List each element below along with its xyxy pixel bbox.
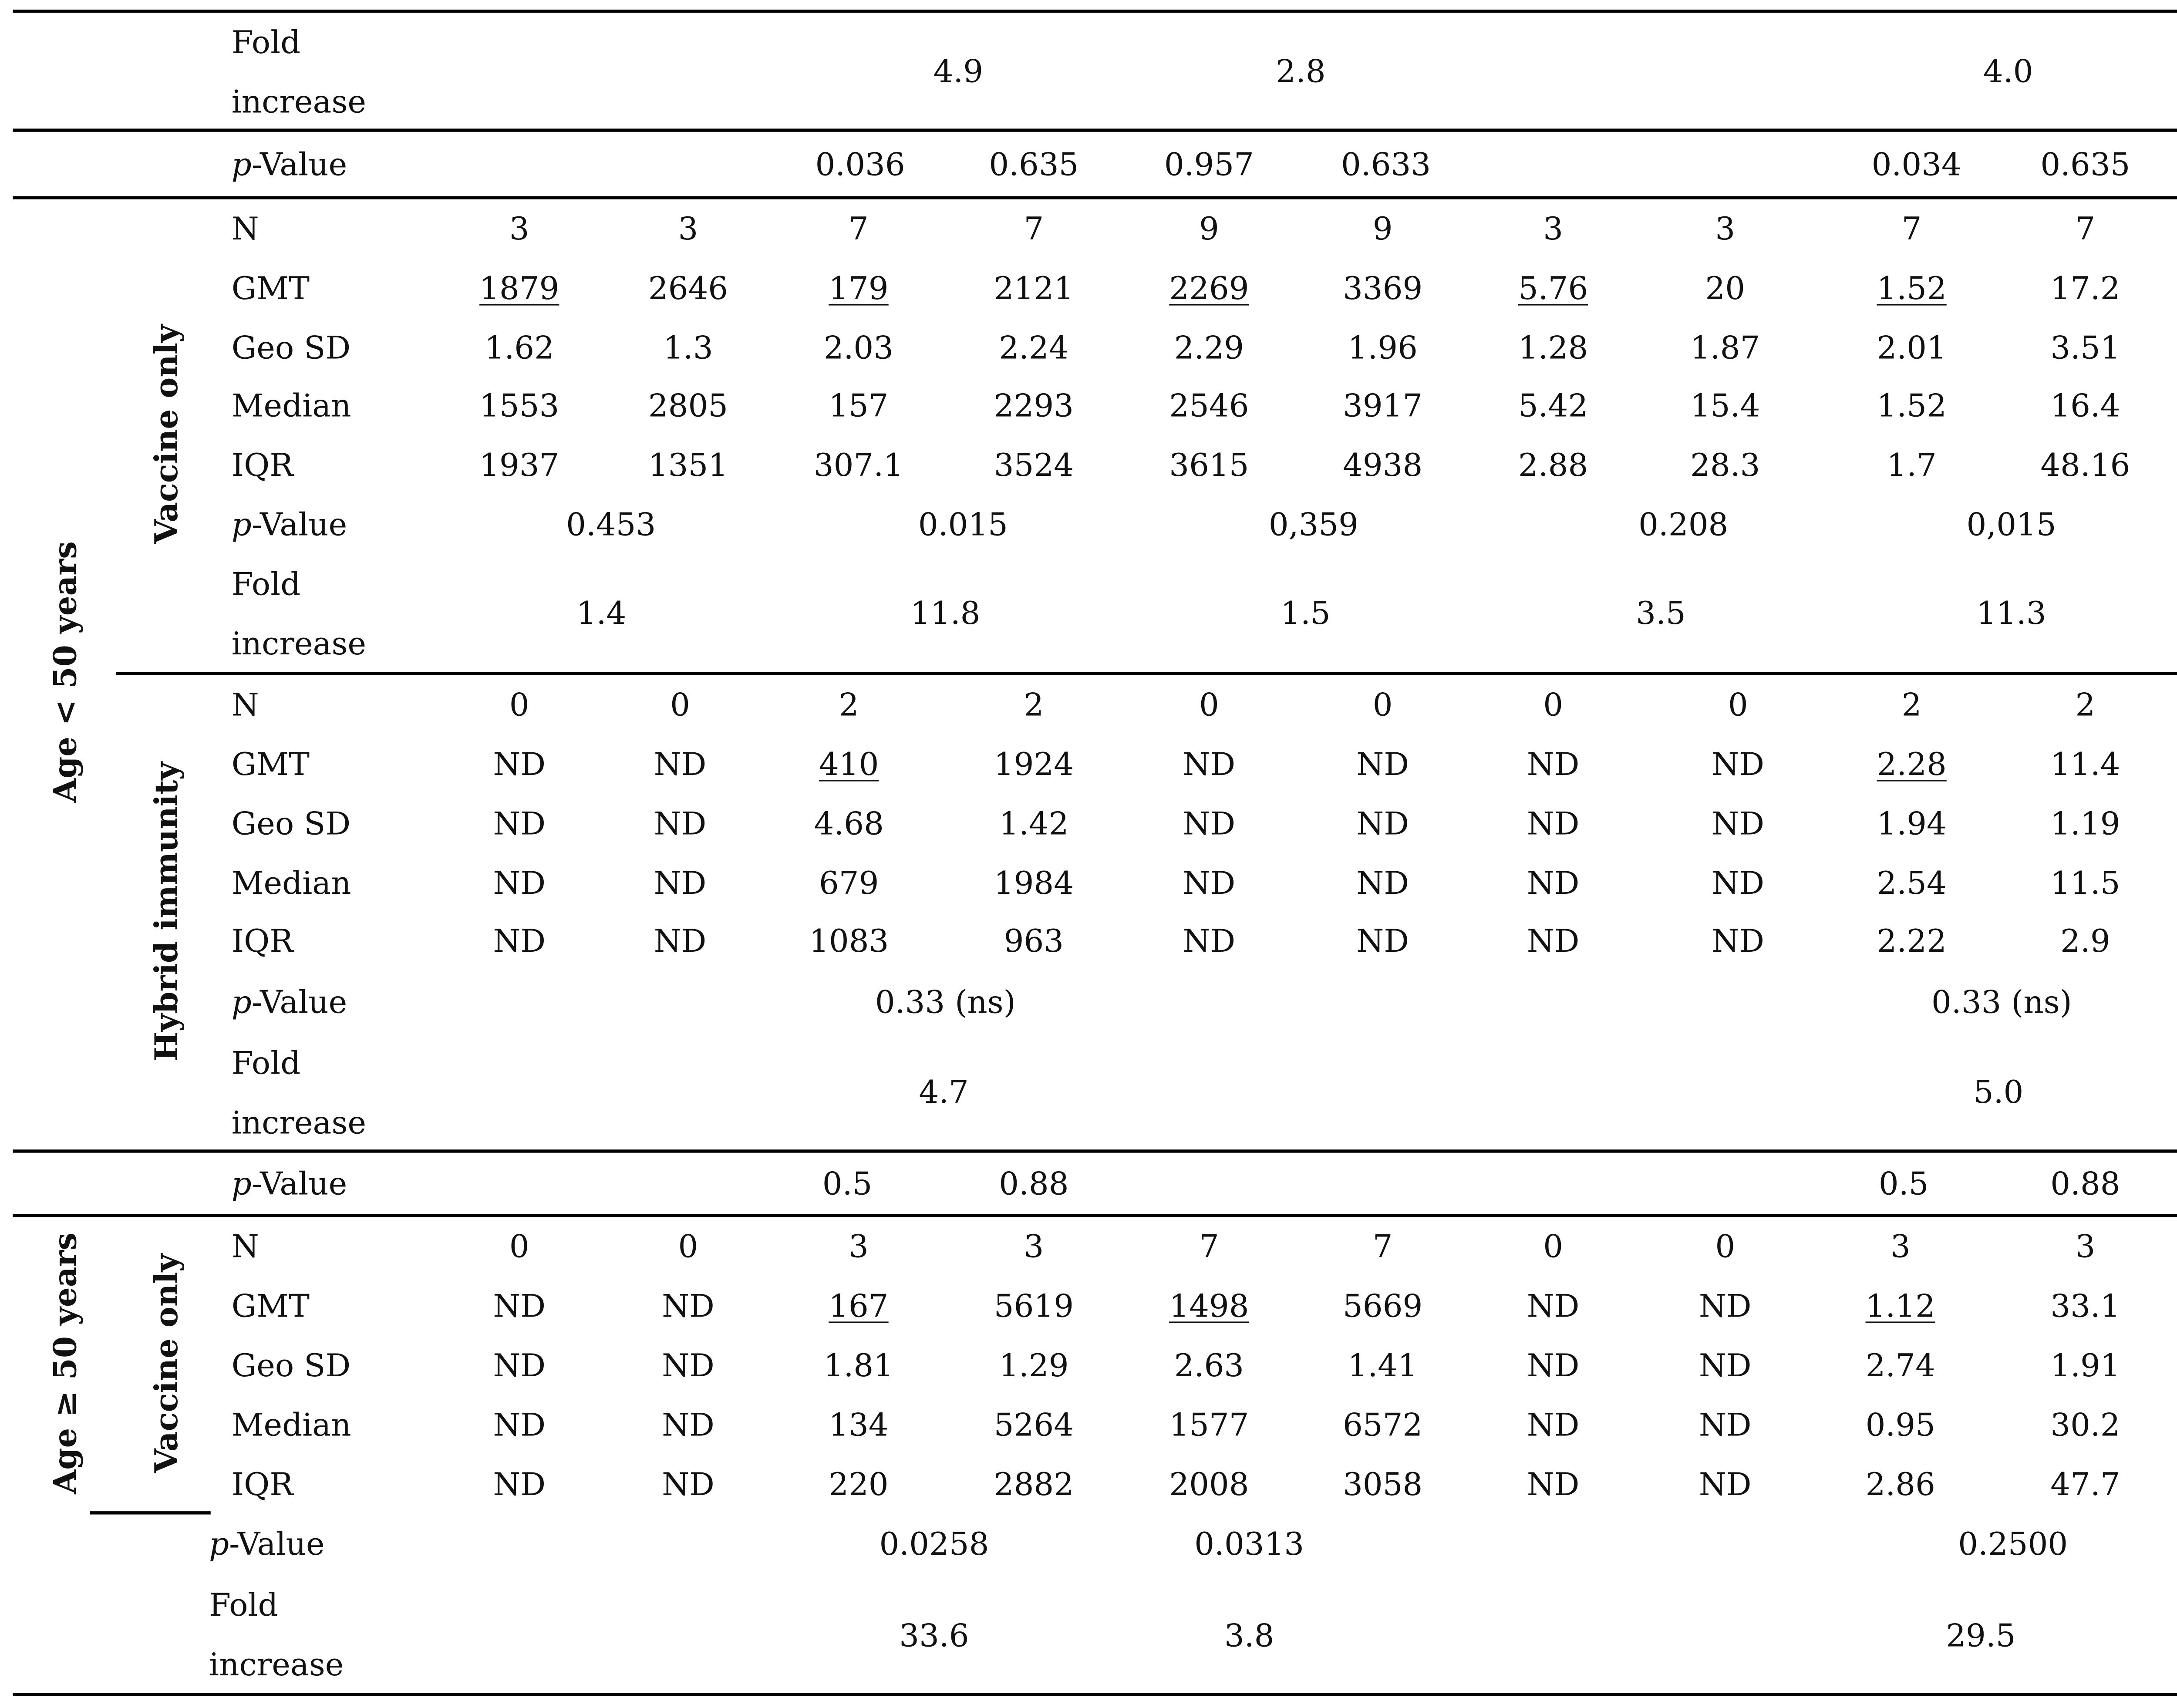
p-suffix: -Value [251, 1166, 347, 1203]
p-value: 0.88 [2050, 1166, 2120, 1203]
p-value: 0.015 [918, 506, 1008, 544]
cell-n: 3 [509, 210, 529, 248]
cell-gmt: 2121 [994, 270, 1074, 307]
fold-label: Fold [209, 1587, 278, 1624]
fold-value: 2.8 [1276, 53, 1326, 90]
row-label-geo_sd: Geo SD [231, 1347, 351, 1385]
cell-median: 2293 [994, 387, 1074, 424]
cell-geo_sd: ND [662, 1347, 714, 1385]
rule-line [13, 128, 2177, 131]
cell-iqr: 3524 [994, 447, 1074, 484]
group-hybrid-immunity: Hybrid immunity [148, 761, 185, 1061]
p-value: 0.5 [1878, 1166, 1929, 1203]
cell-geo_sd: 1.62 [484, 330, 554, 367]
cell-median: 16.4 [2050, 387, 2120, 424]
cell-gmt: 2.28 [1877, 746, 1947, 783]
cell-median: 6572 [1343, 1407, 1423, 1444]
p-italic: p [231, 146, 252, 183]
cell-geo_sd: ND [1527, 805, 1580, 842]
cell-geo_sd: 2.01 [1877, 330, 1947, 367]
row-label-iqr: IQR [231, 1466, 293, 1503]
cell-median: 5.42 [1518, 387, 1588, 424]
cell-iqr: 3615 [1169, 447, 1249, 484]
group-age-50-plus: Age ≥ 50 years [47, 1233, 84, 1494]
cell-geo_sd: 1.28 [1518, 330, 1588, 367]
fold-value: 5.0 [1973, 1074, 2024, 1111]
cell-n: 0 [1715, 1228, 1736, 1266]
cell-gmt: 33.1 [2050, 1287, 2120, 1325]
cell-median: ND [1356, 865, 1409, 902]
cell-n: 3 [848, 1228, 869, 1266]
p-suffix: -Value [229, 1526, 325, 1563]
cell-median: 1.52 [1877, 387, 1947, 424]
cell-gmt: 1.52 [1877, 270, 1947, 307]
row-label-geo_sd: Geo SD [231, 330, 351, 367]
p-italic: p [231, 1166, 252, 1203]
cell-median: 3917 [1343, 387, 1423, 424]
cell-gmt: 167 [829, 1287, 889, 1325]
p-value: 0.33 (ns) [875, 984, 1016, 1021]
rule-line [13, 196, 2177, 199]
cell-geo_sd: ND [493, 1347, 546, 1385]
p-suffix: -Value [251, 984, 347, 1021]
fold-value: 3.5 [1636, 595, 1686, 632]
cell-median: 2546 [1169, 387, 1249, 424]
fold-label: increase [231, 1104, 367, 1142]
cell-gmt: 410 [819, 746, 879, 783]
cell-geo_sd: ND [1712, 805, 1765, 842]
row-label-n: N [231, 1228, 259, 1266]
cell-geo_sd: 4.68 [814, 805, 884, 842]
fold-value: 1.4 [576, 595, 627, 632]
fold-label: Fold [231, 566, 301, 603]
cell-iqr: 28.3 [1690, 447, 1760, 484]
row-label-iqr: IQR [231, 447, 293, 484]
cell-n: 2 [1024, 686, 1044, 724]
p-italic: p [209, 1526, 229, 1563]
cell-iqr: 2.88 [1518, 447, 1588, 484]
cell-gmt: ND [493, 1287, 546, 1325]
row-label-gmt: GMT [231, 270, 310, 307]
cell-n: 0 [670, 686, 690, 724]
p-value: 0.33 (ns) [1931, 984, 2072, 1021]
row-label-n: N [231, 686, 259, 724]
row-label-iqr: IQR [231, 923, 293, 960]
p-value: 0.2500 [1958, 1526, 2068, 1563]
fold-value: 1.5 [1281, 595, 1331, 632]
cell-median: ND [654, 865, 707, 902]
cell-geo_sd: 1.3 [663, 330, 713, 367]
cell-n: 3 [1024, 1228, 1044, 1266]
p-value: 0.034 [1871, 146, 1961, 183]
cell-gmt: 2646 [648, 270, 728, 307]
cell-gmt: 17.2 [2050, 270, 2120, 307]
fold-label: Fold [231, 24, 301, 61]
cell-gmt: 1879 [479, 270, 559, 307]
cell-geo_sd: 1.42 [999, 805, 1069, 842]
fold-value: 4.7 [919, 1074, 969, 1111]
cell-median: 134 [829, 1407, 889, 1444]
cell-n: 2 [1901, 686, 1922, 724]
cell-n: 7 [2075, 210, 2096, 248]
p-value: 0.0258 [879, 1526, 989, 1563]
cell-n: 0 [509, 1228, 529, 1266]
cell-n: 7 [1372, 1228, 1393, 1266]
rule-line [13, 1149, 2177, 1152]
fold-value: 11.3 [1976, 595, 2046, 632]
p-value: 0.635 [989, 146, 1079, 183]
fold-value: 33.6 [899, 1617, 969, 1654]
cell-gmt: ND [1183, 746, 1236, 783]
p-suffix: -Value [251, 506, 347, 544]
cell-median: 679 [819, 865, 879, 902]
p-value: 0.036 [815, 146, 905, 183]
p-italic: p [231, 506, 252, 544]
cell-gmt: 5619 [994, 1287, 1074, 1325]
cell-iqr: ND [493, 1466, 546, 1503]
p-value: 0.957 [1164, 146, 1254, 183]
cell-n: 3 [1543, 210, 1564, 248]
cell-iqr: 1083 [809, 923, 889, 960]
cell-n: 2 [839, 686, 859, 724]
cell-iqr: ND [1356, 923, 1409, 960]
cell-n: 2 [2075, 686, 2096, 724]
fold-label: Fold [231, 1045, 301, 1082]
cell-n: 3 [2075, 1228, 2096, 1266]
rule-line [116, 672, 2177, 675]
cell-median: ND [1698, 1407, 1752, 1444]
cell-iqr: ND [1527, 923, 1580, 960]
cell-geo_sd: 1.29 [999, 1347, 1069, 1385]
cell-iqr: 2882 [994, 1466, 1074, 1503]
cell-median: 15.4 [1690, 387, 1760, 424]
row-label-n: N [231, 210, 259, 248]
row-label-gmt: GMT [231, 746, 310, 783]
group-age-under-50: Age < 50 years [47, 541, 84, 803]
cell-n: 9 [1199, 210, 1219, 248]
cell-gmt: 1.12 [1865, 1287, 1935, 1325]
fold-value: 11.8 [910, 595, 981, 632]
group-vaccine-only: Vaccine only [148, 1253, 185, 1473]
cell-geo_sd: 1.81 [823, 1347, 894, 1385]
fold-value: 4.9 [933, 53, 984, 90]
p-value: 0,015 [1966, 506, 2056, 544]
cell-median: ND [1183, 865, 1236, 902]
cell-geo_sd: 2.74 [1865, 1347, 1935, 1385]
cell-geo_sd: 2.03 [823, 330, 894, 367]
cell-iqr: ND [1698, 1466, 1752, 1503]
p-suffix: -Value [251, 146, 347, 183]
fold-value: 29.5 [1946, 1617, 2016, 1654]
cell-n: 9 [1372, 210, 1393, 248]
cell-iqr: 1351 [648, 447, 728, 484]
row-label-gmt: GMT [231, 1287, 310, 1325]
cell-gmt: 2269 [1169, 270, 1249, 307]
cell-iqr: 3058 [1343, 1466, 1423, 1503]
cell-gmt: ND [654, 746, 707, 783]
cell-median: 157 [829, 387, 889, 424]
cell-gmt: 5669 [1343, 1287, 1423, 1325]
cell-median: 1553 [479, 387, 559, 424]
p-value: 0.88 [999, 1166, 1069, 1203]
rule-line [13, 1693, 2177, 1695]
p-value: 0.453 [566, 506, 656, 544]
cell-n: 0 [1543, 686, 1564, 724]
cell-geo_sd: 1.94 [1877, 805, 1947, 842]
cell-median: 1577 [1169, 1407, 1249, 1444]
cell-median: ND [1527, 865, 1580, 902]
cell-geo_sd: ND [654, 805, 707, 842]
cell-median: ND [1527, 1407, 1580, 1444]
fold-value: 4.0 [1983, 53, 2033, 90]
cell-geo_sd: ND [493, 805, 546, 842]
cell-median: ND [493, 865, 546, 902]
cell-gmt: 1924 [994, 746, 1074, 783]
cell-n: 0 [678, 1228, 698, 1266]
cell-n: 0 [1543, 1228, 1564, 1266]
group-vaccine-only: Vaccine only [148, 324, 185, 544]
cell-geo_sd: 1.91 [2050, 1347, 2120, 1385]
rule-line [13, 1214, 2177, 1216]
cell-median: 11.5 [2050, 865, 2120, 902]
row-label-median: Median [231, 387, 351, 424]
p-value-label [231, 984, 347, 1021]
cell-iqr: ND [662, 1466, 714, 1503]
cell-geo_sd: 2.63 [1174, 1347, 1244, 1385]
cell-gmt: 179 [829, 270, 889, 307]
p-value: 0.633 [1341, 146, 1431, 183]
cell-n: 3 [1890, 1228, 1911, 1266]
cell-gmt: ND [1527, 746, 1580, 783]
cell-median: ND [1712, 865, 1765, 902]
cell-n: 7 [1024, 210, 1044, 248]
cell-n: 0 [1199, 686, 1219, 724]
cell-median: 30.2 [2050, 1407, 2120, 1444]
cell-geo_sd: 1.87 [1690, 330, 1760, 367]
cell-gmt: ND [1527, 1287, 1580, 1325]
fold-label: increase [209, 1646, 344, 1684]
cell-iqr: 1.7 [1887, 447, 1937, 484]
cell-gmt: 1498 [1169, 1287, 1249, 1325]
cell-iqr: ND [654, 923, 707, 960]
cell-iqr: ND [493, 923, 546, 960]
cell-n: 7 [1901, 210, 1922, 248]
cell-median: 1984 [994, 865, 1074, 902]
cell-iqr: 48.16 [2040, 447, 2130, 484]
fold-value: 3.8 [1224, 1617, 1274, 1654]
cell-geo_sd: ND [1527, 1347, 1580, 1385]
cell-gmt: 3369 [1343, 270, 1423, 307]
cell-median: 2.54 [1877, 865, 1947, 902]
p-value-label [231, 1166, 347, 1203]
cell-iqr: 963 [1004, 923, 1064, 960]
cell-n: 3 [1715, 210, 1736, 248]
cell-gmt: 5.76 [1518, 270, 1588, 307]
row-label-geo_sd: Geo SD [231, 805, 351, 842]
rule-line [13, 10, 2177, 12]
p-value: 0.208 [1638, 506, 1729, 544]
p-value: 0.5 [822, 1166, 873, 1203]
cell-gmt: ND [1356, 746, 1409, 783]
cell-iqr: 1937 [479, 447, 559, 484]
cell-iqr: 2.9 [2060, 923, 2110, 960]
cell-geo_sd: ND [1698, 1347, 1752, 1385]
cell-gmt: ND [1712, 746, 1765, 783]
cell-median: 0.95 [1865, 1407, 1935, 1444]
cell-geo_sd: 2.24 [999, 330, 1069, 367]
cell-geo_sd: 3.51 [2050, 330, 2120, 367]
row-label-median: Median [231, 1407, 351, 1444]
cell-geo_sd: ND [1183, 805, 1236, 842]
cell-gmt: ND [662, 1287, 714, 1325]
cell-median: ND [493, 1407, 546, 1444]
cell-iqr: 2.22 [1877, 923, 1947, 960]
cell-n: 3 [678, 210, 698, 248]
cell-gmt: ND [493, 746, 546, 783]
fold-label: increase [231, 84, 367, 121]
cell-iqr: 307.1 [813, 447, 903, 484]
cell-median: ND [662, 1407, 714, 1444]
cell-iqr: 4938 [1343, 447, 1423, 484]
cell-median: 2805 [648, 387, 728, 424]
cell-iqr: ND [1183, 923, 1236, 960]
cell-iqr: 220 [829, 1466, 889, 1503]
cell-gmt: ND [1698, 1287, 1752, 1325]
cell-geo_sd: 1.19 [2050, 805, 2120, 842]
cell-median: 5264 [994, 1407, 1074, 1444]
cell-geo_sd: ND [1356, 805, 1409, 842]
p-value-label [231, 146, 347, 183]
cell-n: 0 [1728, 686, 1748, 724]
p-italic: p [231, 984, 252, 1021]
cell-iqr: 2.86 [1865, 1466, 1935, 1503]
cell-geo_sd: 1.41 [1348, 1347, 1418, 1385]
p-value: 0,359 [1268, 506, 1359, 544]
cell-n: 0 [1372, 686, 1393, 724]
row-label-median: Median [231, 865, 351, 902]
cell-iqr: ND [1527, 1466, 1580, 1503]
p-value: 0.635 [2040, 146, 2130, 183]
cell-n: 7 [1199, 1228, 1219, 1266]
cell-geo_sd: 2.29 [1174, 330, 1244, 367]
p-value-label [231, 506, 347, 544]
cell-n: 0 [509, 686, 529, 724]
p-value: 0.0313 [1194, 1526, 1304, 1563]
cell-iqr: 47.7 [2050, 1466, 2120, 1503]
cell-iqr: 2008 [1169, 1466, 1249, 1503]
cell-n: 7 [848, 210, 869, 248]
fold-label: increase [231, 625, 367, 663]
rule-line [90, 1511, 211, 1514]
cell-geo_sd: 1.96 [1348, 330, 1418, 367]
cell-gmt: 20 [1705, 270, 1746, 307]
p-value-label [209, 1526, 325, 1563]
cell-gmt: 11.4 [2050, 746, 2120, 783]
cell-iqr: ND [1712, 923, 1765, 960]
